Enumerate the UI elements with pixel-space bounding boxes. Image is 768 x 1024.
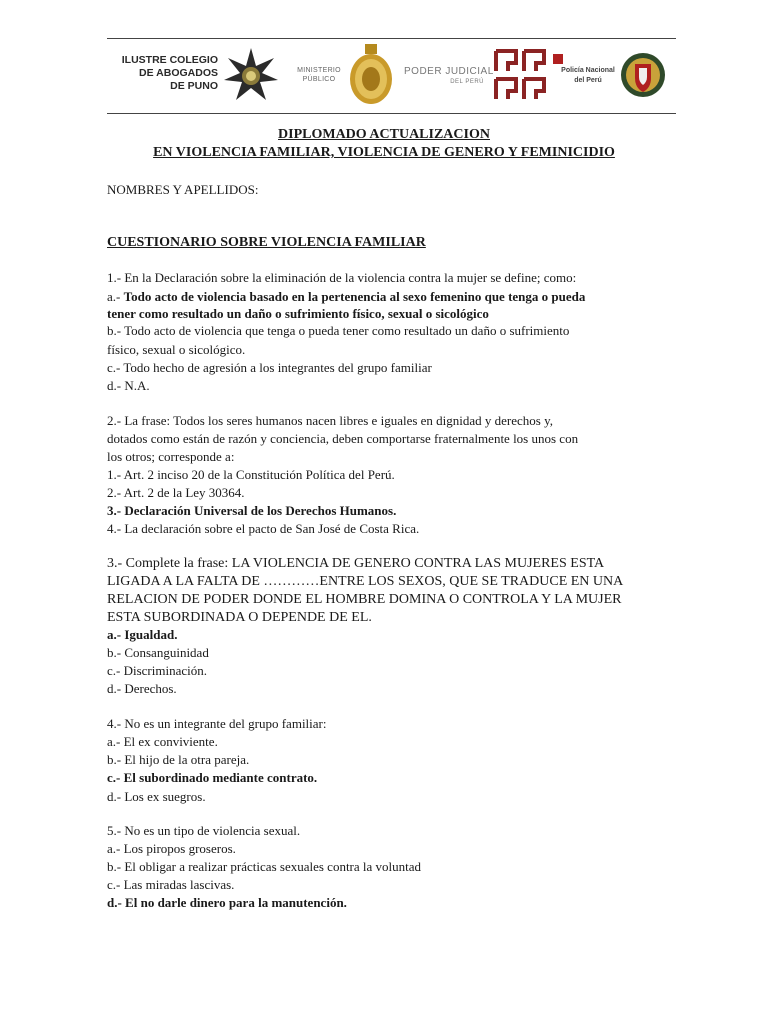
policia-red-mark-icon [553,54,563,64]
line-text: b.- El hijo de la otra pareja. [107,752,250,767]
questionnaire-line [107,716,327,731]
ministerio-publico-logo-text [289,66,349,84]
colegio-abogados-logo-text [118,54,218,93]
questionnaire-line [107,663,207,678]
line-text: los otros; corresponde a: [107,449,235,464]
policia-shield-icon [620,46,666,104]
line-text: b.- Todo acto de violencia que tenga o pueda tener como resultado un daño o sufrimiento [107,323,570,338]
questionnaire-line [107,270,576,285]
poder-judicial-logo-text [404,66,494,88]
questionnaire-line [107,306,489,321]
questionnaire-line [107,521,419,536]
questionnaire-line [107,610,372,625]
line-text: 5.- No es un tipo de violencia sexual. [107,823,301,838]
logo3-line1: PODER JUDICIAL [404,66,494,77]
policia-nacional-logo-text [553,66,623,86]
questionnaire-line [107,467,395,482]
line-text: 4.- No es un integrante del grupo familiar: [107,716,327,731]
logo1-line1: ILUSTRE COLEGIO [121,54,218,66]
questionnaire-line [107,574,623,589]
line-text: c.- Todo hecho de agresión a los integrantes del grupo familiar [107,360,432,375]
line-answer-bold: d.- El no darle dinero para la manutención. [107,895,347,910]
questionnaire-line [107,556,604,571]
line-text: c.- Discriminación. [107,663,207,678]
section-title: CUESTIONARIO SOBRE VIOLENCIA FAMILIAR [107,235,426,250]
document-title-line2: EN VIOLENCIA FAMILIAR, VIOLENCIA DE GENERO Y FEMINICIDIO [153,145,615,160]
line-text: 1.- Art. 2 inciso 20 de la Constitución Política del Perú. [107,467,395,482]
line-answer-bold: a.- Igualdad. [107,627,178,642]
questionnaire-line [107,823,300,838]
line-text: 2.- Art. 2 de la Ley 30364. [107,485,245,500]
questionnaire-line [107,485,245,500]
line-text: LIGADA A LA FALTA DE …………ENTRE LOS SEXOS, QUE SE TRADUCE EN UNA [107,574,624,589]
questionnaire-line [107,592,622,607]
line-text: 2.- La frase: Todos los seres humanos nacen libres e iguales en dignidad y derechos y, [107,413,554,428]
line-answer-bold: c.- El subordinado mediante contrato. [107,770,318,785]
line-answer-bold: 3.- Declaración Universal de los Derechos Humanos. [107,503,397,518]
document-title-line1: DIPLOMADO ACTUALIZACION [278,127,490,142]
questionnaire-line [107,627,177,642]
questionnaire-line [107,413,553,428]
line-text: a.- [107,289,124,304]
questionnaire-line [107,734,218,749]
line-text: dotados como están de razón y conciencia, deben comportarse fraternalmente los unos con [107,431,579,446]
logo4-line2: del Perú [574,77,602,84]
names-label: NOMBRES Y APELLIDOS: [107,182,259,197]
logo2-line2: PÚBLICO [302,76,336,83]
star-emblem-icon [222,46,280,104]
questionnaire-line [107,289,585,304]
questionnaire-line [107,431,578,446]
header-bottom-rule [107,113,676,114]
questionnaire-line [107,360,432,375]
logo2-line1: MINISTERIO [297,67,341,74]
logo3-line2: DEL PERÚ [450,79,484,85]
questionnaire-line [107,841,236,856]
line-text: ESTA SUBORDINADA O DEPENDE DE EL. [107,610,372,625]
questionnaire-line [107,752,249,767]
questionnaire-line [107,895,347,910]
questionnaire-line [107,859,421,874]
questionnaire-line [107,770,317,785]
line-text: a.- El ex conviviente. [107,734,218,749]
logo1-line2: DE ABOGADOS [139,67,218,79]
line-text: 3.- Complete la frase: LA VIOLENCIA DE GENERO CONTRA LAS MUJERES ESTA [107,556,605,571]
ministerio-medal-icon [348,44,394,106]
line-text: a.- Los piropos groseros. [107,841,236,856]
header-top-rule [107,38,676,39]
line-answer-bold: Todo acto de violencia basado en la pertenencia al sexo femenino que tenga o pueda [123,289,586,304]
questionnaire-line [107,342,245,357]
questionnaire-line [107,681,177,696]
line-text: d.- N.A. [107,378,150,393]
questionnaire-line [107,645,209,660]
logo1-line3: DE PUNO [170,80,218,92]
line-text: b.- Consanguinidad [107,645,209,660]
logo4-line1: Policía Nacional [561,67,615,74]
line-answer-bold: tener como resultado un daño o sufrimiento físico, sexual o sicológico [107,306,489,321]
line-text: d.- Derechos. [107,681,177,696]
line-text: 1.- En la Declaración sobre la eliminación de la violencia contra la mujer se define; como: [107,270,577,285]
line-text: 4.- La declaración sobre el pacto de San José de Costa Rica. [107,521,420,536]
line-text: c.- Las miradas lascivas. [107,877,235,892]
line-text: físico, sexual o sicológico. [107,342,246,357]
questionnaire-line [107,789,206,804]
line-text: RELACION DE PODER DONDE EL HOMBRE DOMINA O CONTROLA Y LA MUJER [107,592,622,607]
questionnaire-line [107,503,396,518]
questionnaire-line [107,378,150,393]
questionnaire-line [107,449,234,464]
line-text: d.- Los ex suegros. [107,789,206,804]
line-text: b.- El obligar a realizar prácticas sexuales contra la voluntad [107,859,422,874]
questionnaire-line [107,877,234,892]
poder-judicial-mark-icon [493,48,547,102]
questionnaire-line [107,323,569,338]
